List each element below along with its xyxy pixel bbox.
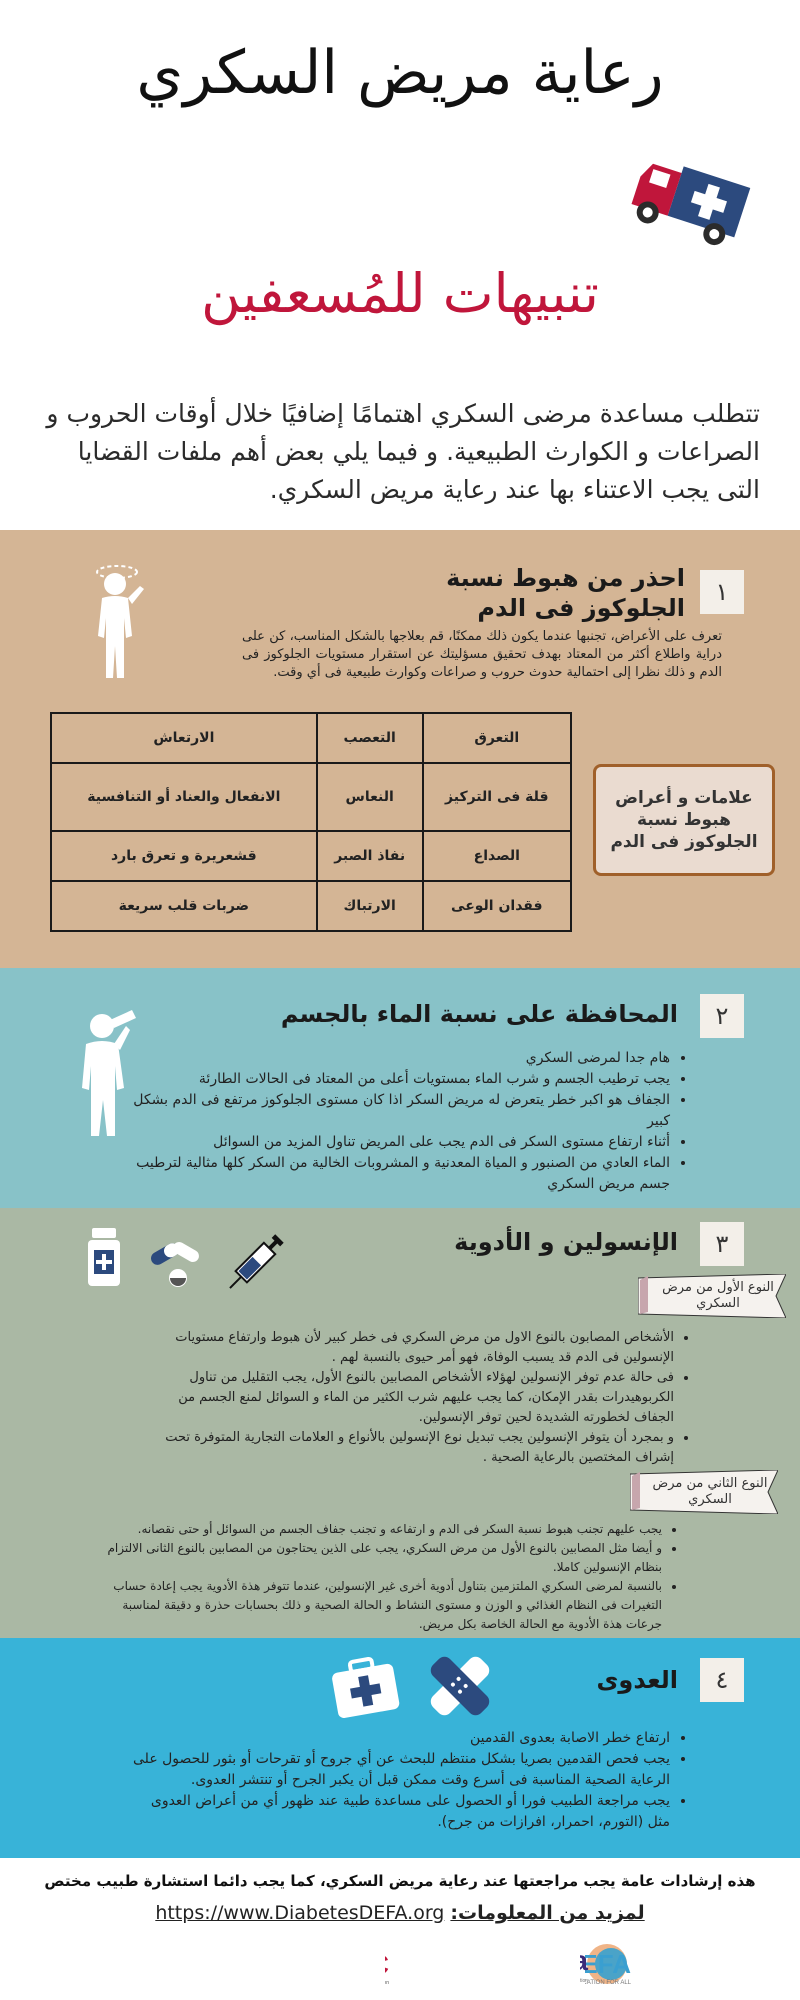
symptom-cell: نفاذ الصبر xyxy=(317,831,423,881)
hydration-item: • أثناء ارتفاع مستوى السكر فى الدم يجب على المريض تناول المزيد من السوائل xyxy=(128,1132,670,1153)
infection-item: • ارتفاع خطر الاصابة بعدوى القدمين xyxy=(128,1728,670,1749)
defa-logo-text: EFA xyxy=(585,1949,631,1979)
symptoms-row xyxy=(51,831,571,881)
section-title: الإنسولين و الأدوية xyxy=(454,1228,678,1256)
symptoms-label-box: علامات و أعراض هبوط نسبة الجلوكوز فى الدم xyxy=(593,764,775,876)
intro-paragraph: تتطلب مساعدة مرضى السكري اهتمامًا إضافيًا خلال أوقات الحروب و الصراعات و الكوارث الطبيعية. و فيما يلي بعض أهم ملفات القضايا التى يجب الاعتناء بها عند رعاية مريض السكري. xyxy=(46,399,760,504)
iada-logo xyxy=(580,1940,670,1990)
hydration-item: • الماء العادي من الصنبور و المياة المعدنية و المشروبات الخالية من السكر كلها مثالية لترطيب جسم مريض السكري xyxy=(128,1153,670,1195)
section-description: تعرف على الأعراض، تجنبها عندما يكون ذلك ممكنًا، قم بعلاجها بالشكل المناسب، كن على دراية واطلاع أكثر من المعتاد بهدف تحقيق مسؤليتك عن استقرار مستويات الجلوكوز فى الدم و ذلك نظرا إلى احتمالية حدوث حروب و صراعات وكوارث طبيعية فى أي وقت. xyxy=(242,629,722,680)
symptom-cell: الانفعال والعناد أو التنافسية xyxy=(51,763,317,831)
symptom-cell: قلة فى التركيز xyxy=(423,763,571,831)
section-insulin xyxy=(0,1208,800,1638)
page-title: رعاية مريض السكري xyxy=(136,38,664,108)
symptoms-table xyxy=(50,712,572,932)
symptom-cell: قشعريرة و تعرق بارد xyxy=(51,831,317,881)
section-hypoglycemia xyxy=(0,530,800,968)
section-title: المحافظة على نسبة الماء بالجسم xyxy=(280,1000,678,1028)
type2-ribbon xyxy=(630,1470,778,1514)
more-info-line xyxy=(0,1902,800,1924)
type2-item: • يجب عليهم تجنب هبوط نسبة السكر فى الدم و ارتفاعه و تجنب جفاف الجسم من السوائل أو حتى نقصانه. xyxy=(100,1520,662,1539)
symptom-cell: الارتعاش xyxy=(51,713,317,763)
section-number: ١ xyxy=(700,570,744,614)
section-title: العدوى xyxy=(596,1666,678,1694)
type1-label: النوع الأول من مرض السكري xyxy=(662,1280,774,1311)
dizzy-person-icon xyxy=(82,558,152,683)
first-aid-kit-icon xyxy=(330,1656,400,1718)
bandage-icon xyxy=(426,1652,494,1720)
type2-label: النوع الثاني من مرض السكري xyxy=(652,1476,768,1507)
symptom-cell: التعرق xyxy=(423,713,571,763)
syringe-icon xyxy=(218,1228,290,1300)
symptom-cell: ضربات قلب سريعة xyxy=(51,881,317,931)
type2-item: • بالنسبة لمرضى السكري الملتزمين بتناول أدوية أخرى غير الإنسولين، عندما تتوفر هذة الأدوية يجب إعادة حساب التغيرات فى النظام الغذائي و الوزن و مستوى النشاط و الحالة الصحية و ذلك بحسابات حذرة و دقيقة لمناسبة جرعات هذة الأدوية مع الحالة الخاصة بكل مريض. xyxy=(100,1577,662,1634)
symptom-cell: الارتباك xyxy=(317,881,423,931)
section-number: ٤ xyxy=(700,1658,744,1702)
ddrc-logo-text xyxy=(385,1949,389,1980)
type1-ribbon xyxy=(638,1274,786,1318)
iada-logo-text: a xyxy=(580,1945,588,1976)
ddrc-logo xyxy=(385,1940,485,1990)
section-hydration xyxy=(0,968,800,1208)
infection-item: • يجب مراجعة الطبيب فورا أو الحصول على مساعدة طبية عند ظهور أي من أعراض العدوى مثل (التورم، احمرار، افرازات من جرح). xyxy=(128,1791,670,1833)
footer-note: هذه إرشادات عامة يجب مراجعتها عند رعاية مريض السكري، كما يجب دائما استشارة طبيب مختص xyxy=(44,1872,756,1890)
type1-item: • فى حالة عدم توفر الإنسولين لهؤلاء الأشخاص المصابين بالنوع الأول، يجب التقليل من تناول الكربوهيدرات بقدر الإمكان، كما يجب عليهم شرب الكثير من الماء و السوائل لمنع الجسم من الجفاف لخطورته الشديدة لحين توفر الإنسولين. xyxy=(147,1368,674,1428)
hydration-item: • الجفاف هو اكبر خطر يتعرض له مريض السكر اذا كان مستوى الجلوكوز مرتفع فى الدم بشكل كبير xyxy=(128,1090,670,1132)
symptoms-row xyxy=(51,881,571,931)
defa-tagline: ATION FOR ALL xyxy=(586,1980,631,1986)
more-info-label: لمزيد من المعلومات: xyxy=(450,1902,645,1924)
symptom-cell: النعاس xyxy=(317,763,423,831)
section-number: ٢ xyxy=(700,994,744,1038)
infection-item: • يجب فحص القدمين بصريا بشكل منتظم للبحث عن أي جروح أو تقرحات أو بثور للحصول على الرعاية الصحية المناسبة فى أسرع وقت ممكن قبل أن يكبر الجرح أو تنتشر العدوى. xyxy=(128,1749,670,1791)
symptoms-row xyxy=(51,763,571,831)
symptom-cell: الصداع xyxy=(423,831,571,881)
type2-list xyxy=(100,1520,680,1634)
infection-list xyxy=(128,1728,688,1833)
symptoms-row xyxy=(51,713,571,763)
symptom-cell: التعصب xyxy=(317,713,423,763)
iada-tagline: ion xyxy=(581,1978,588,1984)
type1-list xyxy=(147,1328,692,1468)
hydration-list xyxy=(128,1048,688,1195)
medicine-bottle-icon xyxy=(86,1228,122,1288)
symptom-cell: فقدان الوعى xyxy=(423,881,571,931)
section-number: ٣ xyxy=(700,1222,744,1266)
hydration-item: • يجب ترطيب الجسم و شرب الماء بمستويات أعلى من المعتاد فى الحالات الطارئة xyxy=(128,1069,670,1090)
type2-item: • و أيضا مثل المصابين بالنوع الأول من مرض السكري، يجب على الذين يحتاجون من المصابين بالنوع الثانى الالتزام بنظام الإنسولين كاملا. xyxy=(100,1539,662,1577)
ambulance-icon xyxy=(625,155,755,250)
type1-item: • و بمجرد أن يتوفر الإنسولين يجب تبديل نوع الإنسولين بالأنواع و العلامات التجارية المتوفرة تحت إشراف المختصين بالرعاية الصحية . xyxy=(147,1428,674,1468)
section-infection xyxy=(0,1638,800,1858)
section-title: احذر من هبوط نسبة الجلوكوز فى الدم xyxy=(446,564,685,622)
page-subtitle: تنبيهات للمُسعفين xyxy=(201,262,599,325)
hydration-item: • هام جدا لمرضى السكري xyxy=(128,1048,670,1069)
website-link[interactable]: https://www.DiabetesDEFA.org xyxy=(155,1902,445,1924)
pills-icon xyxy=(146,1234,202,1290)
type1-item: • الأشخاص المصابون بالنوع الاول من مرض السكري فى خطر كبير لأن هبوط وارتفاع مستويات الإنسولين فى الدم قد يسبب الوفاة، فهو أمر حيوى بالنسبة لهم . xyxy=(147,1328,674,1368)
ddrc-tagline: n xyxy=(386,1980,389,1986)
